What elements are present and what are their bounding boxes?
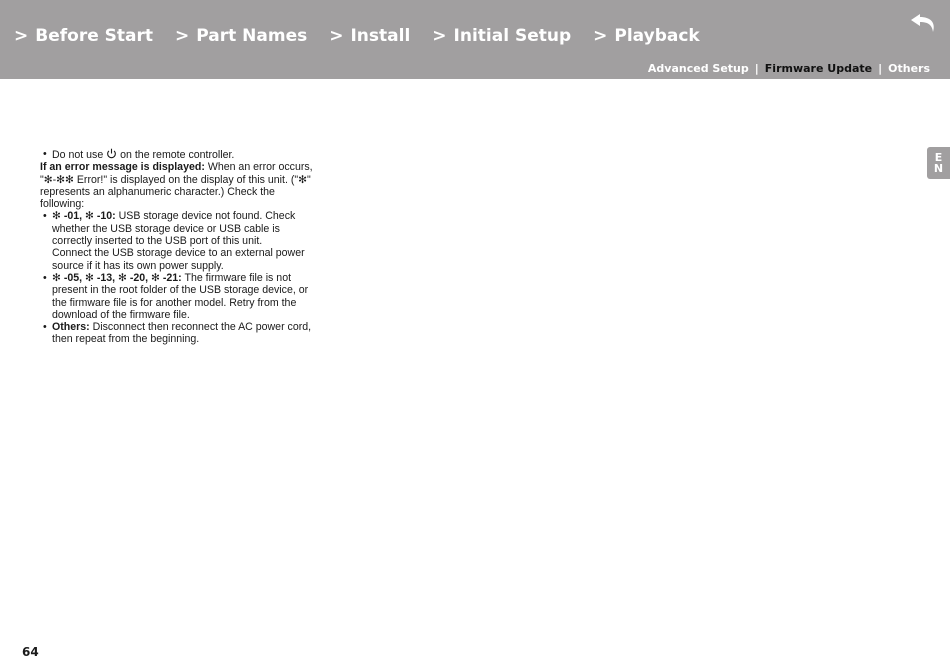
subnav-firmware-update[interactable]: Firmware Update: [764, 62, 873, 75]
language-tab-line2: N: [933, 162, 944, 175]
sub-nav: [648, 62, 930, 75]
language-tab[interactable]: [927, 147, 950, 179]
subnav-others[interactable]: Others: [888, 62, 930, 75]
subnav-separator: |: [754, 62, 759, 75]
remote-note: • Do not use on the remote controller.: [40, 148, 316, 161]
subnav-separator: |: [878, 62, 883, 75]
error-code: ✻ -01, ✻ -10:: [52, 210, 116, 223]
subnav-advanced-setup[interactable]: Advanced Setup: [647, 62, 749, 75]
error-item: • ✻ -05, ✻ -13, ✻ -20, ✻ -21: The firmware file is not present in the root folder of the USB storage device, or the firmware file is for another model. Retry from the download of the firmware file.: [40, 272, 316, 321]
error-paragraph: [40, 161, 316, 210]
nav-install[interactable]: > Install: [329, 26, 411, 46]
error-intro: When an error occurs, "✻-✻✻ Error!" is displayed on the display of this unit. ("✻" represents an alphanumeric character.) Check the following:: [40, 161, 313, 211]
back-arrow-icon[interactable]: [908, 10, 938, 36]
main-nav: [14, 26, 722, 46]
error-heading: If an error message is displayed:: [40, 161, 205, 174]
main-content: [40, 148, 316, 346]
language-tab-line1: E: [934, 151, 943, 164]
nav-playback[interactable]: > Playback: [593, 26, 700, 46]
nav-before-start-label: Before Start: [35, 26, 153, 46]
error-item: • ✻ -01, ✻ -10: USB storage device not found. Check whether the USB storage device or USB cable is correctly inserted to the USB port of this unit. Connect the USB storage device to an external power source if it has its own power supply.: [40, 210, 316, 271]
error-code: ✻ -05, ✻ -13, ✻ -20, ✻ -21:: [52, 271, 182, 284]
nav-install-label: Install: [350, 26, 411, 46]
nav-initial-setup[interactable]: > Initial Setup: [432, 26, 572, 46]
header-bar: [0, 0, 950, 79]
page-number: 64: [22, 645, 39, 659]
nav-initial-setup-label: Initial Setup: [453, 26, 572, 46]
nav-part-names[interactable]: > Part Names: [175, 26, 308, 46]
error-code: Others:: [52, 321, 90, 334]
nav-playback-label: Playback: [614, 26, 700, 46]
nav-part-names-label: Part Names: [196, 26, 308, 46]
power-icon: [106, 148, 117, 159]
nav-before-start[interactable]: > Before Start: [14, 26, 153, 46]
error-item: • Others: Disconnect then reconnect the AC power cord, then repeat from the beginning.: [40, 321, 316, 346]
